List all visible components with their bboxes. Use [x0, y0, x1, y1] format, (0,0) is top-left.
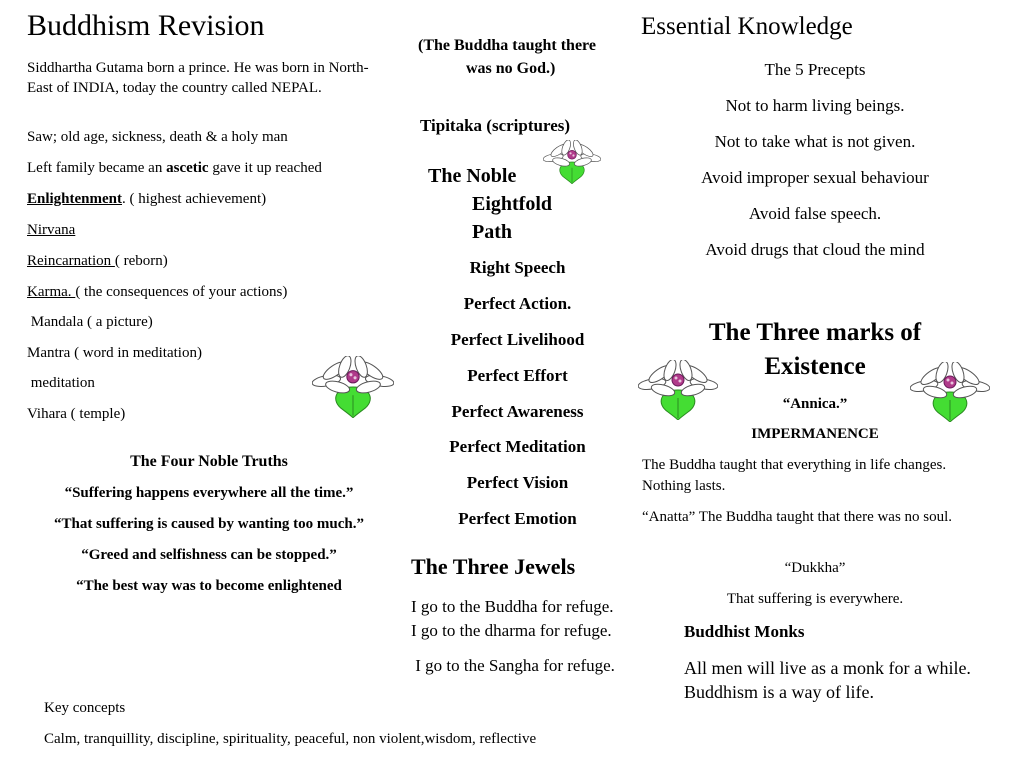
path-item: Perfect Livelihood: [450, 330, 585, 349]
meditation-text: meditation: [27, 375, 95, 391]
truth-item: “Suffering happens everywhere all the time.”: [64, 485, 354, 501]
truths-title: The Four Noble Truths: [130, 453, 288, 470]
no-god-text: [418, 34, 608, 80]
jewel-item: I go to the Sangha for refuge.: [411, 656, 615, 675]
reincarnation-line: [27, 253, 168, 270]
monks-title: Buddhist Monks: [684, 622, 805, 641]
lotus-flower-icon: [910, 362, 990, 422]
precept-item: Not to take what is not given.: [714, 132, 916, 151]
path-item: Perfect Effort: [467, 366, 568, 385]
four-noble-truths: [50, 452, 368, 607]
intro-text: Siddhartha Gutama born a prince. He was born in North-East of INDIA, today the country called NEPAL.: [27, 60, 369, 96]
path-item: Perfect Awareness: [451, 402, 584, 421]
precept-item: Avoid drugs that cloud the mind: [705, 240, 925, 259]
karma-term: Karma.: [27, 284, 76, 300]
precepts-title: The 5 Precepts: [764, 60, 866, 79]
annica-term: “Annica.”: [782, 396, 848, 412]
impermanence-term: IMPERMANENCE: [751, 426, 879, 442]
anatta-text: “Anatta” The Buddha taught that there was no soul.: [642, 509, 953, 525]
no-god-label: (The Buddha taught there was no God.): [418, 37, 596, 77]
jewel-item: I go to the dharma for refuge.: [411, 621, 612, 640]
page-title: Buddhism Revision: [27, 9, 265, 42]
path-item: Perfect Action.: [463, 294, 572, 313]
path-item: Perfect Emotion: [458, 509, 577, 528]
left-column: [27, 8, 387, 98]
dukkha-text: That suffering is everywhere.: [726, 591, 904, 607]
mandala-text: Mandala ( a picture): [27, 314, 153, 330]
three-jewels-title: The Three Jewels: [411, 554, 576, 579]
jewel-item: I go to the Buddha for refuge.: [411, 597, 614, 616]
left-family-text: [27, 160, 322, 177]
path-item: Perfect Vision: [466, 473, 569, 492]
three-marks-title: The Three marks of Existence: [708, 319, 922, 380]
karma-line: [27, 284, 287, 301]
left-family-part-end: gave it up reached: [208, 160, 322, 176]
karma-desc: ( the consequences of your actions): [75, 284, 288, 300]
reincarnation-term: Reincarnation: [27, 253, 115, 269]
saw-text: Saw; old age, sickness, death & a holy man: [27, 129, 288, 145]
truth-item: “The best way was to become enlightened: [76, 578, 342, 594]
truth-item: “That suffering is caused by wanting too much.”: [53, 516, 365, 532]
monks-text: All men will live as a monk for a while. Buddhism is a way of life.: [684, 658, 971, 702]
truth-item: “Greed and selfishness can be stopped.”: [81, 547, 337, 563]
mantra-text: Mantra ( word in meditation): [27, 345, 202, 361]
key-concepts-text: Calm, tranquillity, discipline, spirituality, peaceful, non violent,wisdom, reflective: [44, 731, 537, 747]
vihara-text: Vihara ( temple): [27, 406, 126, 422]
path-item: Right Speech: [469, 258, 566, 277]
dukkha-term: “Dukkha”: [784, 560, 846, 576]
key-concepts-title: Key concepts: [44, 700, 126, 716]
ascetic-term: ascetic: [166, 160, 209, 176]
path-item: Perfect Meditation: [449, 437, 586, 456]
impermanence-text: The Buddha taught that everything in life changes. Nothing lasts.: [642, 457, 947, 494]
precept-item: Avoid improper sexual behaviour: [701, 168, 929, 187]
precept-item: Not to harm living beings.: [725, 96, 905, 115]
reincarnation-desc: ( reborn): [114, 253, 168, 269]
lotus-flower-icon: [312, 356, 394, 418]
enlightenment-line: [27, 191, 266, 208]
essential-knowledge-title: Essential Knowledge: [641, 13, 853, 40]
enlightenment-desc: . ( highest achievement): [122, 191, 267, 207]
left-family-part: Left family became an: [27, 160, 167, 176]
eightfold-path-label: The Noble Eightfold Path: [428, 165, 553, 243]
enlightenment-term: Enlightenment: [27, 191, 123, 207]
tipitaka-text: Tipitaka (scriptures): [420, 116, 571, 135]
precept-item: Avoid false speech.: [748, 204, 882, 223]
lotus-flower-icon: [543, 140, 601, 184]
lotus-flower-icon: [638, 360, 718, 420]
key-concepts: [44, 698, 536, 760]
nirvana-term: Nirvana: [27, 222, 76, 238]
